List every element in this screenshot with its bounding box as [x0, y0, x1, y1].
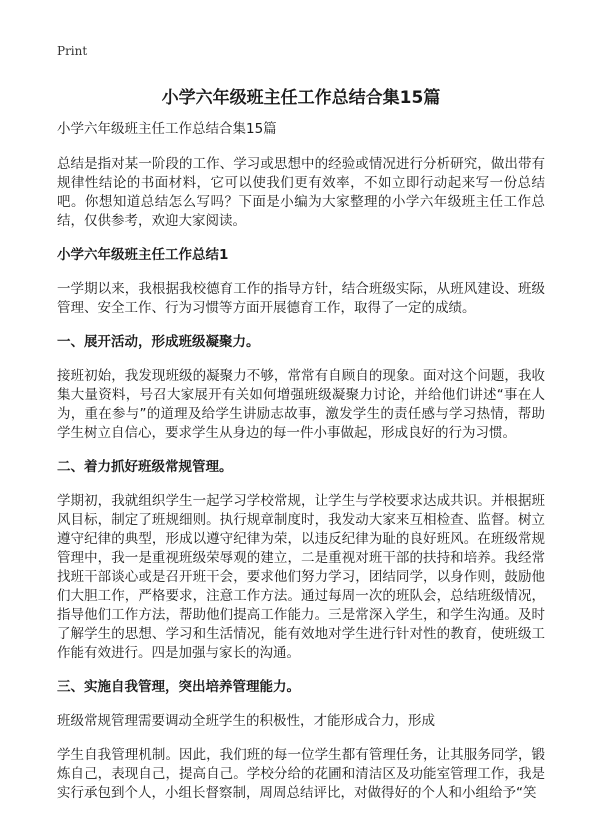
document-title: 小学六年级班主任工作总结合集15篇: [161, 88, 441, 108]
section-title: 小学六年级班主任工作总结1: [57, 247, 229, 263]
heading-2: 二、着力抓好班级常规管理。: [57, 459, 233, 475]
paragraph-4: 学生自我管理机制。因此，我们班的每一位学生都有管理任务，让其服务同学，锻炼自己，表现自己，提高自己。学校分给的花圃和清洁区及功能室管理工作，我是实行承包到个人，小组长督察制，周周总结评比，对做得好的个人和小组给予“笑: [57, 747, 545, 801]
heading-1: 一、展开活动，形成班级凝聚力。: [57, 334, 260, 350]
paragraph-3: 班级常规管理需要调动全班学生的积极性，才能形成合力，形成: [57, 713, 435, 729]
print-link[interactable]: Print: [57, 44, 88, 58]
paragraph-1: 接班初始，我发现班级的凝聚力不够，常常有自顾自的现象。面对这个问题，我收集大量资料，号召大家展开有关如何增强班级凝聚力讨论，并给他们讲述“事在人为，重在参与”的道理及给学生讲励志故事，激发学生的责任感与学习热情，帮助学生树立自信心，要求学生从身边的每一件小事做起，形成良好的行为习惯。: [57, 368, 545, 441]
intro-paragraph: 总结是指对某一阶段的工作、学习或思想中的经验或情况进行分析研究，做出带有规律性结论的书面材料，它可以使我们更有效率，不如立即行动起来写一份总结吧。你想知道总结怎么写吗？下面是小编为大家整理的小学六年级班主任工作总结，仅供参考，欢迎大家阅读。: [57, 156, 545, 229]
document-body: [57, 120, 545, 818]
opening-paragraph: 一学期以来，我根据我校德育工作的指导方针，结合班级实际，从班风建设、班级管理、安全工作、行为习惯等方面开展德育工作，取得了一定的成绩。: [57, 281, 545, 316]
paragraph-2: 学期初，我就组织学生一起学习学校常规，让学生与学校要求达成共识。并根据班风目标，制定了班规细则。执行规章制度时，我发动大家来互相检查、监督。树立遵守纪律的典型，形成以遵守纪律为荣，以违反纪律为耻的良好班风。在班级常规管理中，我一是重视班级荣辱观的建立，二是重视对班干部的扶持和培养。我经常找班干部谈心或是召开班干会，要求他们努力学习，团结同学，以身作则，鼓励他们大胆工作，严格要求，注意工作方法。通过每周一次的班队会，总结班级情况，指导他们工作方法，帮助他们提高工作能力。三是常深入学生，和学生沟通。及时了解学生的思想、学习和生活情况，能有效地对学生进行针对性的教育，使班级工作能有效进行。四是加强与家长的沟通。: [57, 493, 545, 661]
document-page: [57, 0, 545, 828]
document-subtitle: 小学六年级班主任工作总结合集15篇: [57, 121, 277, 137]
heading-3: 三、实施自我管理，突出培养管理能力。: [57, 679, 300, 695]
